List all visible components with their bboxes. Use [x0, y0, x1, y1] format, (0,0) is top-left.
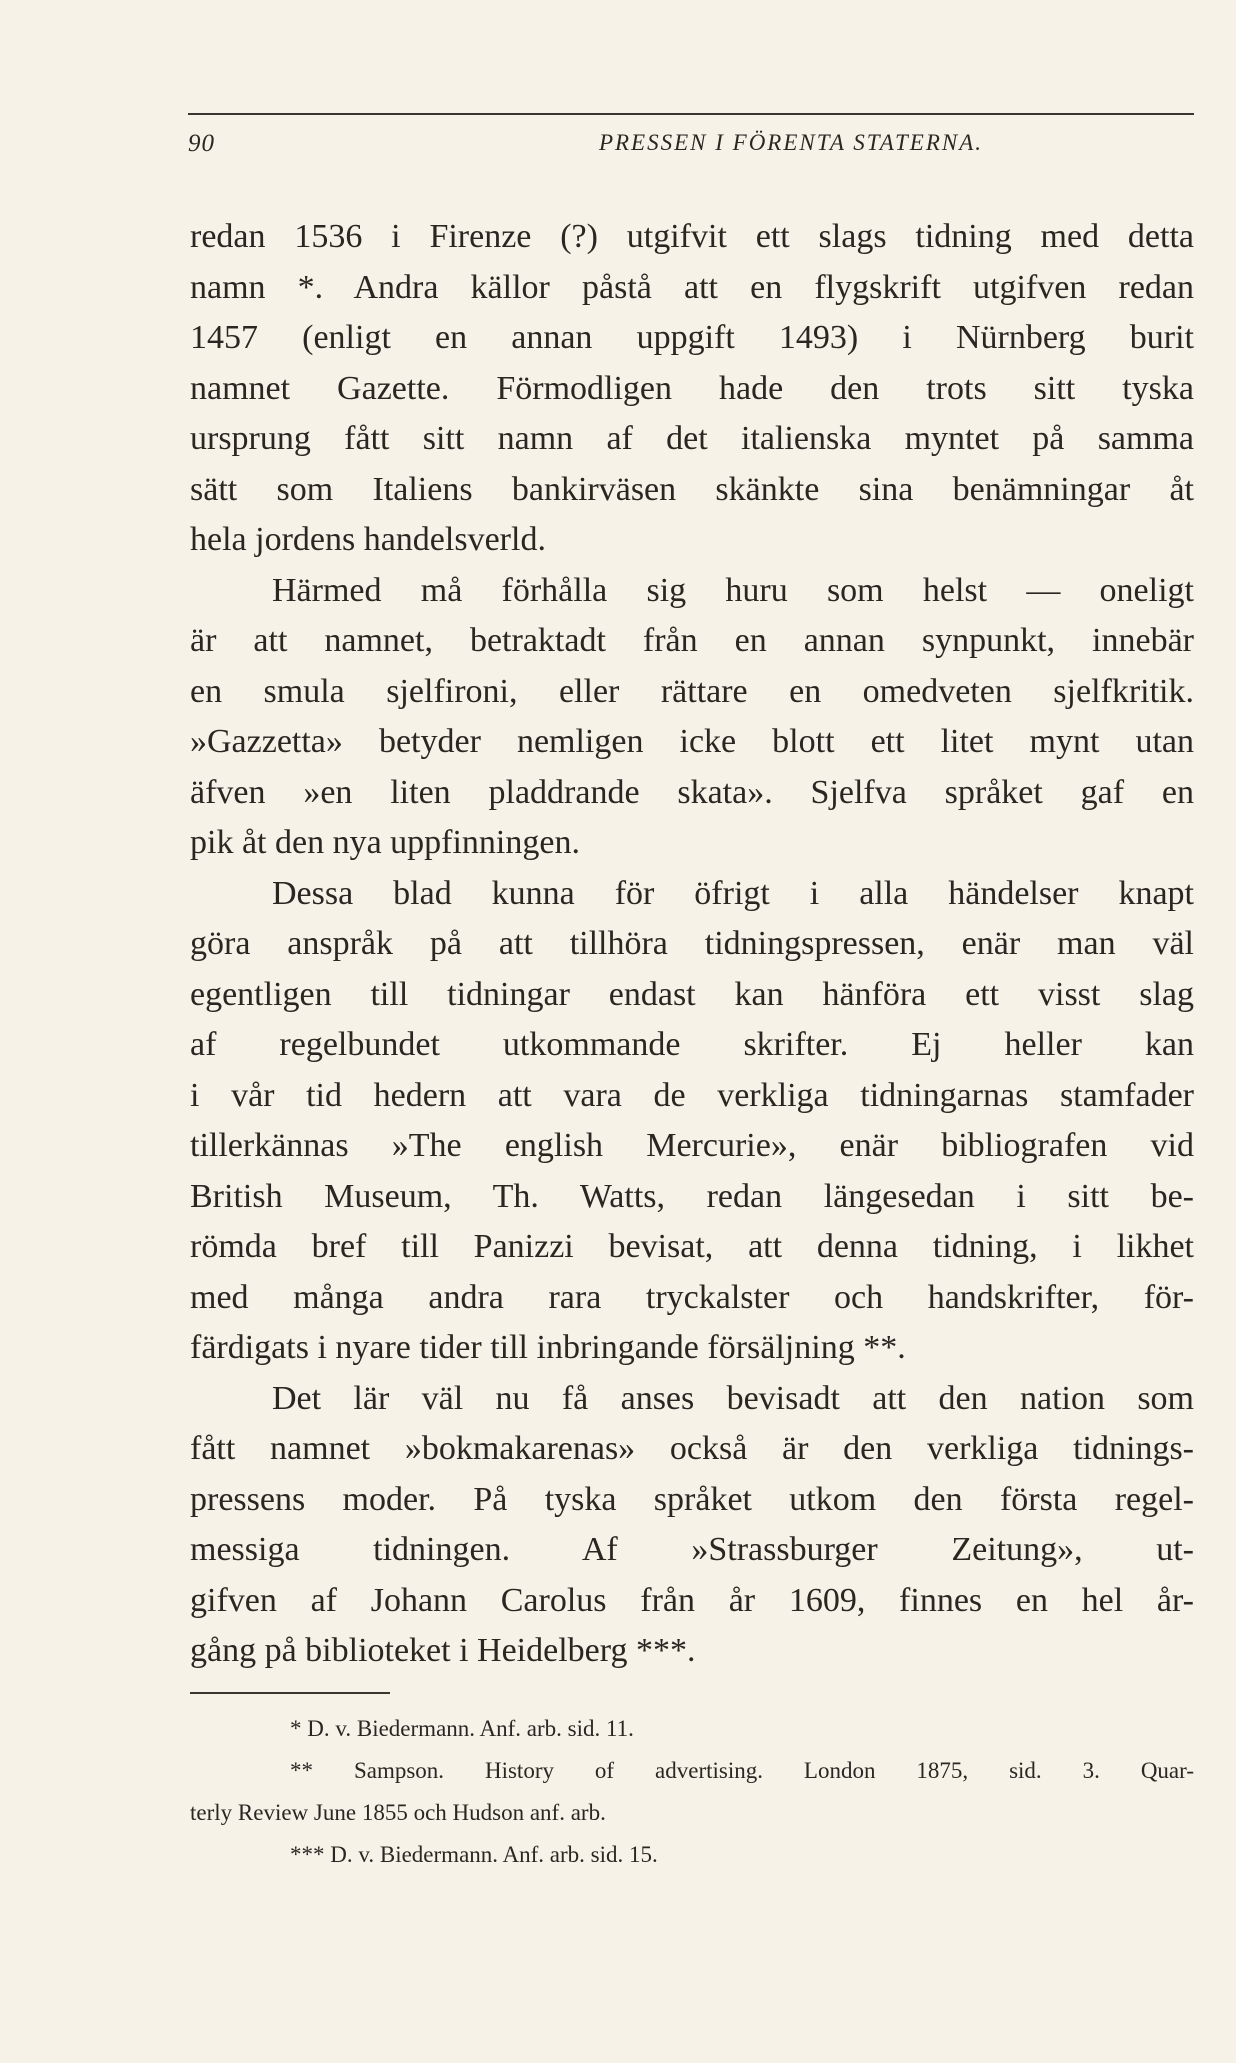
text-line: Dessa blad kunna för öfrigt i alla händelser knapt	[272, 874, 1194, 912]
text-line: 1457 (enligt en annan uppgift 1493) i Nürnberg burit	[190, 319, 1194, 356]
text-line: färdigats i nyare tider till inbringande försäljning **.	[190, 1329, 906, 1366]
text-line: ursprung fått sitt namn af det italienska myntet på samma	[190, 420, 1194, 457]
footnote-line: * D. v. Biedermann. Anf. arb. sid. 11.	[290, 1716, 634, 1741]
text-line: tillerkännas »The english Mercurie», enär bibliografen vid	[190, 1127, 1194, 1164]
running-title: PRESSEN I FÖRENTA STATERNA.	[598, 130, 984, 155]
text-line: i vår tid hedern att vara de verkliga tidningarnas stamfader	[190, 1076, 1194, 1114]
text-line: gång på biblioteket i Heidelberg ***.	[190, 1632, 696, 1669]
running-head	[188, 130, 1194, 170]
text-line: göra anspråk på att tillhöra tidningspressen, enär man väl	[190, 925, 1194, 962]
text-line: namn *. Andra källor påstå att en flygskrift utgifven redan	[190, 268, 1194, 306]
text-line: messiga tidningen. Af »Strassburger Zeitung», ut-	[190, 1531, 1194, 1568]
text-line: Härmed må förhålla sig huru som helst — oneligt	[272, 571, 1194, 609]
text-line: af regelbundet utkommande skrifter. Ej heller kan	[190, 1026, 1194, 1063]
footnote-line: ** Sampson. History of advertising. London 1875, sid. 3. Quar-	[290, 1758, 1194, 1783]
text-line: fått namnet »bokmakarenas» också är den verkliga tidnings-	[190, 1430, 1194, 1467]
text-line: redan 1536 i Firenze (?) utgifvit ett slags tidning med detta	[190, 218, 1194, 255]
text-line: äfven »en liten pladdrande skata». Sjelfva språket gaf en	[190, 773, 1194, 811]
body-text	[190, 212, 1194, 1677]
footnotes	[190, 1708, 1194, 1876]
text-line: namnet Gazette. Förmodligen hade den trots sitt tyska	[190, 369, 1194, 407]
footnote-rule	[190, 1692, 390, 1694]
text-line: är att namnet, betraktadt från en annan synpunkt, innebär	[190, 622, 1194, 659]
text-line: gifven af Johann Carolus från år 1609, finnes en hel år-	[190, 1581, 1194, 1619]
text-line: egentligen till tidningar endast kan hänföra ett visst slag	[190, 975, 1194, 1013]
page-number: 90	[188, 130, 215, 157]
text-line: »Gazzetta» betyder nemligen icke blott ett litet mynt utan	[190, 723, 1194, 760]
text-line: römda bref till Panizzi bevisat, att denna tidning, i likhet	[190, 1228, 1194, 1265]
text-line: pik åt den nya uppfinningen.	[190, 824, 580, 861]
text-line: British Museum, Th. Watts, redan längesedan i sitt be-	[190, 1177, 1194, 1215]
footnote-line: *** D. v. Biedermann. Anf. arb. sid. 15.	[290, 1842, 658, 1867]
header-rule	[188, 113, 1194, 115]
text-line: en smula sjelfironi, eller rättare en omedveten sjelfkritik.	[190, 672, 1194, 710]
text-line: med många andra rara tryckalster och handskrifter, för-	[190, 1278, 1194, 1316]
text-line: sätt som Italiens bankirväsen skänkte sina benämningar åt	[190, 470, 1194, 508]
footnote-line: terly Review June 1855 och Hudson anf. arb.	[190, 1800, 606, 1825]
text-line: pressens moder. På tyska språket utkom den första regel-	[190, 1480, 1194, 1518]
text-line: hela jordens handelsverld.	[190, 521, 546, 558]
text-line: Det lär väl nu få anses bevisadt att den nation som	[272, 1379, 1194, 1417]
